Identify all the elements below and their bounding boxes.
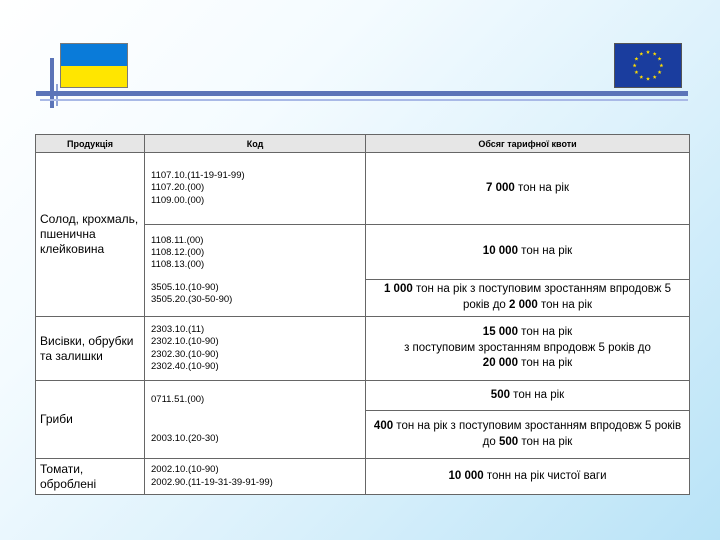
- code-line: 2303.10.(11): [151, 323, 205, 335]
- eu-star: [653, 75, 657, 79]
- quota-amount: 7 000: [486, 181, 515, 194]
- quota-text: тон на рік: [517, 357, 573, 370]
- quota-text: тонн на рік чистої ваги: [483, 469, 607, 482]
- quota-text: тон на рік: [509, 388, 565, 401]
- code-spacer: [151, 407, 361, 433]
- ukraine-flag-icon: [60, 43, 128, 88]
- product-cell: Гриби: [36, 381, 145, 459]
- code-line: 3505.20.(30-50-90): [151, 294, 233, 306]
- table-row: [36, 459, 690, 495]
- quota-text: тон на рік: [517, 245, 573, 258]
- product-cell: Томати, оброблені: [36, 459, 145, 495]
- quota-amount: 1 000: [383, 283, 413, 296]
- table-row: [36, 317, 690, 381]
- table-header-row: [36, 135, 690, 153]
- quota-text: тон на рік: [514, 181, 569, 194]
- header-volume: Обсяг тарифної квоти: [366, 135, 690, 153]
- code-line: 2302.40.(10-90): [151, 360, 219, 372]
- volume-cell: [366, 381, 690, 411]
- code-cell: [145, 153, 366, 225]
- quota-text: тон на рік: [518, 435, 573, 448]
- quota-amount: 500: [490, 388, 510, 401]
- eu-star: [634, 57, 638, 61]
- volume-cell: [366, 459, 690, 495]
- table-row: [36, 381, 690, 411]
- quota-text: тон на рік: [537, 299, 592, 311]
- eu-star: [639, 52, 643, 56]
- code-line: 1108.12.(00): [151, 246, 205, 258]
- quota-amount: 2 000: [509, 299, 538, 311]
- eu-flag-icon: [614, 43, 682, 88]
- flag-blue-stripe: [61, 44, 127, 66]
- decorative-horizontal-line-thin: [40, 99, 688, 101]
- product-cell: Солод, крохмаль, пшенична клейковина: [36, 153, 145, 317]
- code-cell: [145, 225, 366, 317]
- code-line: 1107.10.(11-19-91-99): [151, 169, 245, 181]
- code-cell: [145, 317, 366, 381]
- quota-text: з поступовим зростанням впродовж 5 років до: [404, 341, 651, 354]
- eu-star: [653, 52, 657, 56]
- quota-amount: 10 000: [482, 245, 518, 258]
- volume-cell: [366, 280, 690, 317]
- eu-star: [658, 70, 662, 74]
- code-line: 2002.10.(10-90): [151, 464, 219, 476]
- code-line: 0711.51.(00): [151, 394, 205, 406]
- code-line: 2002.90.(11-19-31-39-91-99): [151, 476, 273, 488]
- code-cell: [145, 459, 366, 495]
- eu-star: [646, 77, 650, 81]
- quota-amount: 10 000: [448, 469, 484, 482]
- table-row: [36, 153, 690, 225]
- code-line: 1109.00.(00): [151, 194, 205, 206]
- quota-amount: 15 000: [482, 326, 518, 339]
- eu-star: [639, 75, 643, 79]
- tariff-quota-table: [35, 134, 690, 495]
- eu-stars-graphic: [615, 44, 681, 87]
- eu-star: [634, 70, 638, 74]
- eu-star: [659, 63, 663, 67]
- code-cell: [145, 381, 366, 459]
- code-spacer: [151, 272, 361, 282]
- eu-star: [633, 63, 637, 67]
- decorative-horizontal-line: [36, 91, 688, 96]
- code-line: 3505.10.(10-90): [151, 281, 219, 293]
- quota-amount: 400: [373, 419, 394, 432]
- volume-cell: [366, 153, 690, 225]
- quota-text: тон на рік: [517, 326, 573, 339]
- volume-cell: [366, 225, 690, 280]
- eu-star: [646, 50, 650, 54]
- eu-star: [658, 57, 662, 61]
- code-line: 2302.30.(10-90): [151, 348, 219, 360]
- flag-yellow-stripe: [61, 66, 127, 88]
- code-line: 1108.11.(00): [151, 234, 204, 246]
- quota-amount: 500: [498, 435, 519, 448]
- quota-text: тон на рік з поступовим зростанням впродовж 5 років до: [412, 283, 672, 311]
- quota-amount: 20 000: [482, 357, 518, 370]
- product-cell: Висівки, обрубки та залишки: [36, 317, 145, 381]
- header-code: Код: [145, 135, 366, 153]
- header-product: Продукція: [36, 135, 145, 153]
- code-line: 1108.13.(00): [151, 259, 205, 271]
- quota-text: тон на рік з поступовим зростанням впродовж 5 років до: [393, 419, 682, 448]
- code-line: 2302.10.(10-90): [151, 336, 219, 348]
- volume-cell: [366, 411, 690, 459]
- code-line: 2003.10.(20-30): [151, 432, 219, 444]
- volume-cell: [366, 317, 690, 381]
- code-line: 1107.20.(00): [151, 182, 205, 194]
